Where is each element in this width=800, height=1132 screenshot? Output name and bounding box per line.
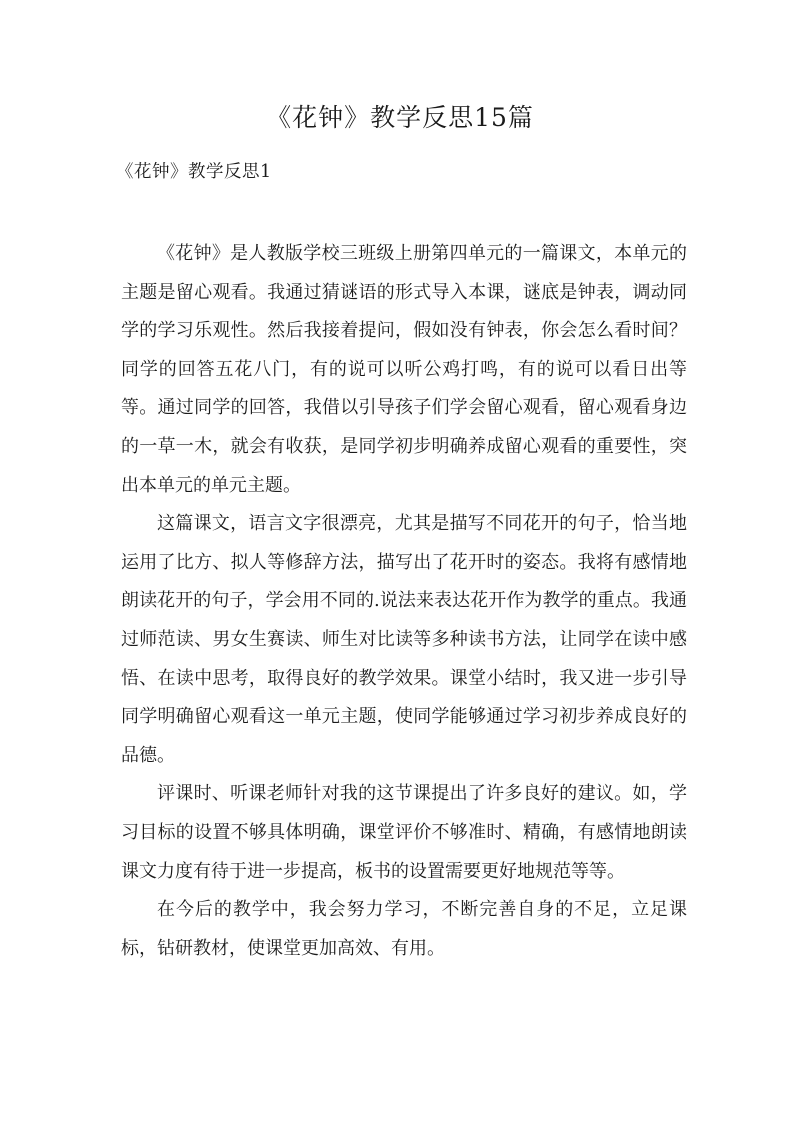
document-title: 《花钟》教学反思15篇 bbox=[266, 103, 534, 132]
paragraph-3: 评课时、听课老师针对我的这节课提出了许多良好的建议。如，学习目标的设置不够具体明确，课堂评价不够准时、精确，有感情地朗读课文力度有待于进一步提高，板书的设置需要更好地规范等等。 bbox=[121, 783, 687, 882]
paragraph-2: 这篇课文，语言文字很漂亮，尤其是描写不同花开的句子，恰当地运用了比方、拟人等修辞方法，描写出了花开时的姿态。我将有感情地朗读花开的句子，学会用不同的.说法来表达花开作为教学的重点。我通过师范读、男女生赛读、师生对比读等多种读书方法，让同学在读中感悟、在读中思考，取得良好的教学效果。课堂小结时，我又进一步引导同学明确留心观看这一单元主题，使同学能够通过学习初步养成良好的品德。 bbox=[121, 513, 687, 766]
paragraph-4: 在今后的教学中，我会努力学习，不断完善自身的不足，立足课标，钻研教材，使课堂更加高效、有用。 bbox=[121, 899, 687, 959]
paragraph-1: 《花钟》是人教版学校三班级上册第四单元的一篇课文，本单元的主题是留心观看。我通过猜谜语的形式导入本课，谜底是钟表，调动同学的学习乐观性。然后我接着提问，假如没有钟表，你会怎么看时间？同学的回答五花八门，有的说可以听公鸡打鸣，有的说可以看日出等等。通过同学的回答，我借以引导孩子们学会留心观看，留心观看身边的一草一木，就会有收获，是同学初步明确养成留心观看的重要性，突出本单元的单元主题。 bbox=[121, 243, 687, 496]
section-heading: 《花钟》教学反思1 bbox=[116, 162, 272, 182]
document-body bbox=[121, 235, 687, 968]
